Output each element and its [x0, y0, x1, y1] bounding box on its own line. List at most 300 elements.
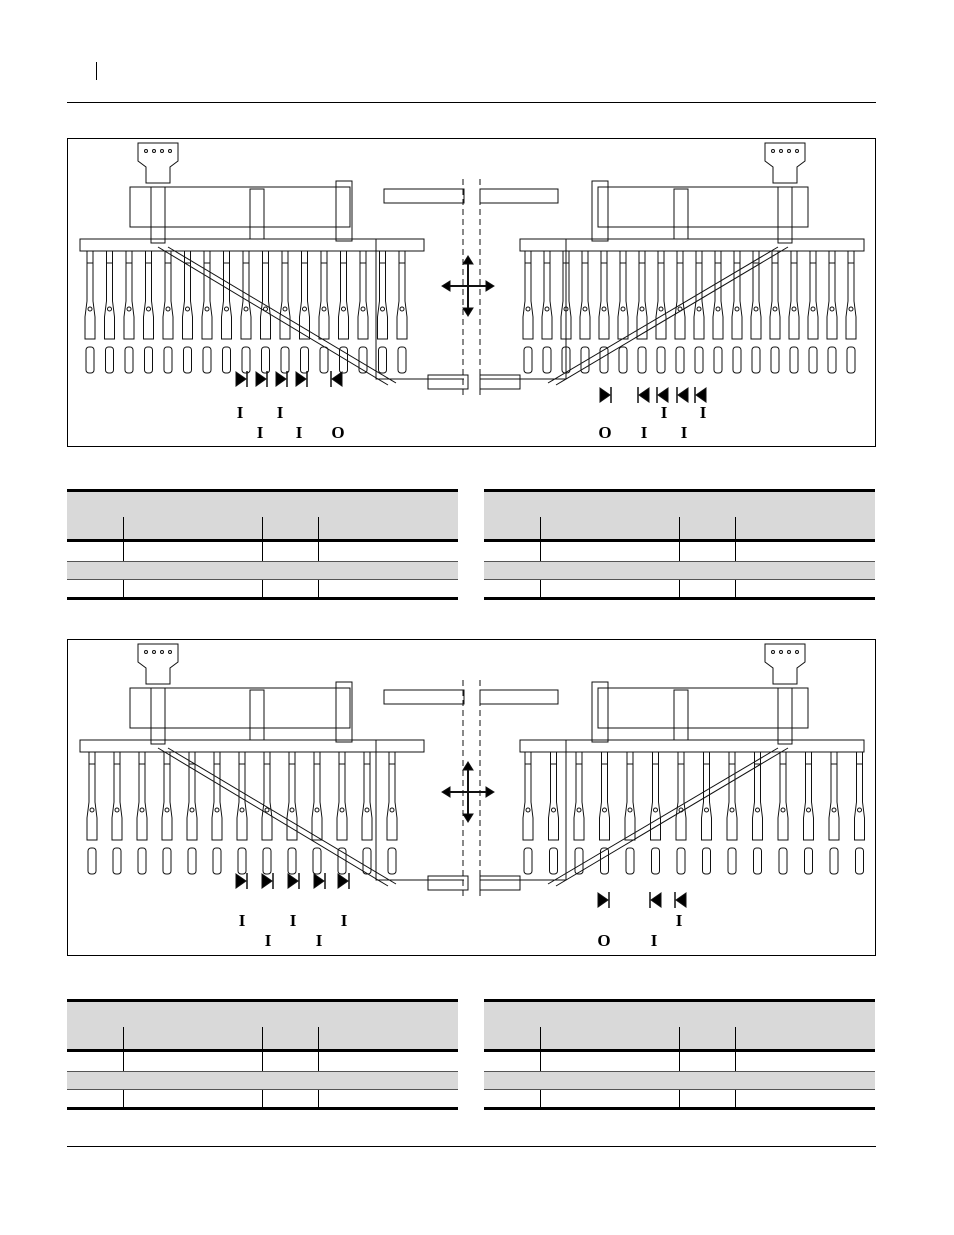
- shank-direction-arrow-right: [598, 893, 608, 907]
- shank-clamp: [810, 251, 816, 263]
- shank: [339, 263, 349, 339]
- shank: [713, 263, 723, 339]
- shank: [162, 764, 172, 840]
- shank-point: [223, 347, 231, 373]
- bolt: [169, 651, 172, 654]
- shank-point: [262, 347, 270, 373]
- shank-clamp: [139, 752, 145, 764]
- shank-pivot: [90, 808, 94, 812]
- shank-point: [164, 347, 172, 373]
- arrow-head-up: [463, 762, 473, 770]
- shank-point: [238, 848, 246, 874]
- hitch-post: [778, 688, 792, 744]
- frame-member: [674, 690, 688, 740]
- shank-pivot: [340, 808, 344, 812]
- shank-direction-arrow-left: [332, 372, 342, 386]
- shank: [312, 764, 322, 840]
- shank-clamp: [399, 251, 405, 263]
- hitch-post: [778, 187, 792, 243]
- shank-pivot: [659, 307, 663, 311]
- frame-member: [674, 189, 688, 239]
- toolbar-left: [80, 740, 424, 752]
- bolt: [772, 651, 775, 654]
- shank-pivot: [322, 307, 326, 311]
- shank: [827, 263, 837, 339]
- shank-point: [86, 347, 94, 373]
- table-row: [67, 1054, 458, 1072]
- inside-outside-label: I: [264, 931, 272, 950]
- bolt: [796, 150, 799, 153]
- shank-clamp: [341, 251, 347, 263]
- arrow-head-right: [486, 787, 494, 797]
- shank-point: [790, 347, 798, 373]
- shank-pivot: [265, 808, 269, 812]
- shank-point: [188, 848, 196, 874]
- shank-clamp: [639, 251, 645, 263]
- shank-pivot: [190, 808, 194, 812]
- shank-point: [88, 848, 96, 874]
- shank: [222, 263, 232, 339]
- table-row: [484, 562, 875, 580]
- shank: [163, 263, 173, 339]
- main-frame-right: [598, 187, 808, 227]
- shank-pivot: [225, 307, 229, 311]
- shank-pivot: [792, 307, 796, 311]
- shank-clamp: [282, 251, 288, 263]
- shank-pivot: [735, 307, 739, 311]
- shank: [241, 263, 251, 339]
- shank-point: [138, 848, 146, 874]
- bolt: [161, 651, 164, 654]
- shank-direction-arrow-right: [256, 372, 266, 386]
- hitch-post: [151, 688, 165, 744]
- shank: [855, 764, 865, 840]
- shank-pivot: [365, 808, 369, 812]
- shank-clamp: [831, 752, 837, 764]
- inside-outside-label: I: [236, 403, 244, 422]
- shank-point: [626, 848, 634, 874]
- shank-point: [398, 347, 406, 373]
- table-row: [484, 1072, 875, 1090]
- hitch-plate: [765, 644, 805, 684]
- hitch-clevis: [428, 375, 468, 389]
- shank-point: [638, 347, 646, 373]
- shank-pivot: [849, 307, 853, 311]
- shank-clamp: [829, 251, 835, 263]
- shank-direction-arrow-left: [639, 388, 649, 402]
- inside-outside-label: I: [640, 423, 648, 442]
- shank: [85, 263, 95, 339]
- shank-clamp: [380, 251, 386, 263]
- shank-clamp: [302, 251, 308, 263]
- shank-clamp: [734, 251, 740, 263]
- shank-point: [163, 848, 171, 874]
- table-row: [67, 580, 458, 598]
- shank-point: [728, 848, 736, 874]
- toolbar-right: [520, 239, 864, 251]
- shank: [319, 263, 329, 339]
- shank-point: [714, 347, 722, 373]
- shank: [804, 764, 814, 840]
- shank: [580, 263, 590, 339]
- shank: [387, 764, 397, 840]
- inside-outside-label: I: [295, 423, 303, 442]
- hitch-post: [151, 187, 165, 243]
- shank-pivot: [583, 307, 587, 311]
- tongue-upper-left: [384, 690, 464, 704]
- tongue-rail: [480, 740, 566, 880]
- hitch-plate: [138, 143, 178, 183]
- shank-point: [203, 347, 211, 373]
- shank-pivot: [165, 808, 169, 812]
- shank-direction-arrow-right: [236, 874, 246, 888]
- shank-pivot: [832, 808, 836, 812]
- shank-pivot: [730, 808, 734, 812]
- hitch-plate: [765, 143, 805, 183]
- shank-direction-arrow-right: [236, 372, 246, 386]
- shank-direction-arrow-right: [296, 372, 306, 386]
- shank: [574, 764, 584, 840]
- shank-pivot: [756, 808, 760, 812]
- inside-outside-label: I: [238, 911, 246, 930]
- table-row: [484, 544, 875, 562]
- header-tick: [96, 62, 97, 80]
- shank-clamp: [525, 251, 531, 263]
- shank-pivot: [108, 307, 112, 311]
- hitch-plate: [138, 644, 178, 684]
- shank-pivot: [186, 307, 190, 311]
- shank-clamp: [114, 752, 120, 764]
- shank-clamp: [525, 752, 531, 764]
- shank-clamp: [857, 752, 863, 764]
- shank-pivot: [215, 808, 219, 812]
- shank: [202, 263, 212, 339]
- shank-pivot: [811, 307, 815, 311]
- shank: [625, 764, 635, 840]
- shank-pivot: [166, 307, 170, 311]
- shank-point: [213, 848, 221, 874]
- shank-pivot: [526, 808, 530, 812]
- frame-member: [250, 189, 264, 239]
- shank-point: [125, 347, 133, 373]
- shank-point: [657, 347, 665, 373]
- shank-pivot: [654, 808, 658, 812]
- shank-clamp: [289, 752, 295, 764]
- shank-clamp: [364, 752, 370, 764]
- shank-pivot: [830, 307, 834, 311]
- shank-pivot: [88, 307, 92, 311]
- shank-clamp: [146, 251, 152, 263]
- toolbar-left: [80, 239, 424, 251]
- shank-point: [752, 347, 760, 373]
- inside-outside-label: O: [598, 423, 612, 442]
- table-bottom-left: [67, 999, 458, 1109]
- shank-clamp: [780, 752, 786, 764]
- shank: [144, 263, 154, 339]
- shank-clamp: [704, 752, 710, 764]
- toolbar-right: [520, 740, 864, 752]
- tongue-rail: [480, 239, 566, 379]
- shank-clamp: [224, 251, 230, 263]
- shank: [523, 764, 533, 840]
- hitch-clevis: [480, 375, 520, 389]
- shank-clamp: [677, 251, 683, 263]
- shank: [87, 764, 97, 840]
- table-row: [67, 562, 458, 580]
- bolt: [145, 150, 148, 153]
- shank-point: [733, 347, 741, 373]
- shank-clamp: [87, 251, 93, 263]
- shank-point: [619, 347, 627, 373]
- drawing-top: [68, 139, 875, 446]
- shank-pivot: [602, 307, 606, 311]
- bolt: [796, 651, 799, 654]
- shank-clamp: [653, 752, 659, 764]
- shank-point: [301, 347, 309, 373]
- shank-clamp: [601, 251, 607, 263]
- shank: [600, 764, 610, 840]
- footer-rule: [67, 1146, 876, 1147]
- inside-outside-label: I: [675, 911, 683, 930]
- shank-pivot: [342, 307, 346, 311]
- shank-pivot: [290, 808, 294, 812]
- inside-outside-label: O: [331, 423, 345, 442]
- shank-pivot: [400, 307, 404, 311]
- shank-pivot: [315, 808, 319, 812]
- table-top-right: [484, 489, 875, 599]
- shank-clamp: [806, 752, 812, 764]
- shank-clamp: [264, 752, 270, 764]
- shank-point: [847, 347, 855, 373]
- shank: [212, 764, 222, 840]
- shank-point: [830, 848, 838, 874]
- shank: [732, 263, 742, 339]
- shank-direction-arrow-right: [338, 874, 348, 888]
- shank-pivot: [283, 307, 287, 311]
- shank: [397, 263, 407, 339]
- shank-pivot: [244, 307, 248, 311]
- table-row: [484, 1054, 875, 1072]
- shank-pivot: [807, 808, 811, 812]
- inside-outside-label: I: [699, 403, 707, 422]
- shank: [300, 263, 310, 339]
- inside-outside-label: I: [660, 403, 668, 422]
- inside-outside-label: I: [256, 423, 264, 442]
- shank: [753, 764, 763, 840]
- shank-pivot: [697, 307, 701, 311]
- shank-pivot: [361, 307, 365, 311]
- shank-pivot: [205, 307, 209, 311]
- shank-pivot: [577, 808, 581, 812]
- arrow-head-down: [463, 814, 473, 822]
- table-bottom-right: [484, 999, 875, 1109]
- shank-clamp: [389, 752, 395, 764]
- tongue-upper-right: [480, 690, 558, 704]
- shank-point: [288, 848, 296, 874]
- shank-point: [524, 347, 532, 373]
- shank-clamp: [620, 251, 626, 263]
- shank-clamp: [696, 251, 702, 263]
- main-frame-left: [130, 688, 350, 728]
- shank-direction-arrow-right: [314, 874, 324, 888]
- shank-clamp: [772, 251, 778, 263]
- bolt: [788, 150, 791, 153]
- shank-point: [828, 347, 836, 373]
- arrow-head-left: [442, 281, 450, 291]
- bolt: [788, 651, 791, 654]
- shank-pivot: [628, 808, 632, 812]
- shank: [808, 263, 818, 339]
- shank-point: [676, 347, 684, 373]
- shank: [112, 764, 122, 840]
- shank-clamp: [755, 752, 761, 764]
- shank-clamp: [678, 752, 684, 764]
- shank: [523, 263, 533, 339]
- shank-point: [809, 347, 817, 373]
- shank-pivot: [264, 307, 268, 311]
- shank-pivot: [390, 808, 394, 812]
- shank-point: [805, 848, 813, 874]
- shank-point: [313, 848, 321, 874]
- shank: [549, 764, 559, 840]
- shank-pivot: [773, 307, 777, 311]
- shank-pivot: [303, 307, 307, 311]
- shank-point: [543, 347, 551, 373]
- shank: [789, 263, 799, 339]
- shank-clamp: [360, 251, 366, 263]
- shank-clamp: [214, 752, 220, 764]
- arrow-head-up: [463, 256, 473, 264]
- shank-clamp: [715, 251, 721, 263]
- shank-point: [184, 347, 192, 373]
- shank-point: [263, 848, 271, 874]
- bolt: [161, 150, 164, 153]
- shank: [656, 263, 666, 339]
- shank-direction-arrow-right: [288, 874, 298, 888]
- bolt: [153, 150, 156, 153]
- hitch-clevis: [428, 876, 468, 890]
- wing-tower: [592, 181, 608, 241]
- shank-point: [320, 347, 328, 373]
- main-frame-right: [598, 688, 808, 728]
- shank-point: [703, 848, 711, 874]
- shank: [183, 263, 193, 339]
- frame-member: [250, 690, 264, 740]
- hitch-clevis: [480, 876, 520, 890]
- shank: [702, 764, 712, 840]
- shank-point: [106, 347, 114, 373]
- inside-outside-label: O: [597, 931, 611, 950]
- shank-pivot: [140, 808, 144, 812]
- shank: [280, 263, 290, 339]
- shank: [237, 764, 247, 840]
- shank: [124, 263, 134, 339]
- bolt: [169, 150, 172, 153]
- shank-clamp: [126, 251, 132, 263]
- arrow-head-right: [486, 281, 494, 291]
- shank-pivot: [381, 307, 385, 311]
- shank-point: [145, 347, 153, 373]
- shank: [542, 263, 552, 339]
- table-row: [484, 1090, 875, 1108]
- shank-clamp: [729, 752, 735, 764]
- shank: [846, 263, 856, 339]
- shank: [770, 263, 780, 339]
- wing-tower: [592, 682, 608, 742]
- shank-clamp: [107, 251, 113, 263]
- shank: [362, 764, 372, 840]
- shank-pivot: [526, 307, 530, 311]
- shank-pivot: [240, 808, 244, 812]
- shank: [694, 263, 704, 339]
- shank-clamp: [582, 251, 588, 263]
- shank-pivot: [147, 307, 151, 311]
- shank: [137, 764, 147, 840]
- shank-clamp: [551, 752, 557, 764]
- shank-clamp: [627, 752, 633, 764]
- shank-point: [856, 848, 864, 874]
- diagonal-brace: [158, 748, 388, 886]
- shank-clamp: [544, 251, 550, 263]
- inside-outside-label: I: [276, 403, 284, 422]
- shank-point: [281, 347, 289, 373]
- shank-pivot: [716, 307, 720, 311]
- shank-point: [779, 848, 787, 874]
- shank-point: [524, 848, 532, 874]
- table-top-left: [67, 489, 458, 599]
- shank-pivot: [858, 808, 862, 812]
- shank-point: [652, 848, 660, 874]
- table-row: [67, 1090, 458, 1108]
- table-row: [484, 580, 875, 598]
- shank-direction-arrow-right: [276, 372, 286, 386]
- shank-pivot: [603, 808, 607, 812]
- shank-point: [550, 848, 558, 874]
- shank-direction-arrow-left: [651, 893, 661, 907]
- shank-pivot: [552, 808, 556, 812]
- shank-point: [771, 347, 779, 373]
- shank-clamp: [204, 251, 210, 263]
- shank: [829, 764, 839, 840]
- shank-pivot: [705, 808, 709, 812]
- shank-clamp: [339, 752, 345, 764]
- shank-point: [363, 848, 371, 874]
- shank: [599, 263, 609, 339]
- shank-clamp: [321, 251, 327, 263]
- shank: [358, 263, 368, 339]
- shank: [751, 263, 761, 339]
- arrow-head-left: [442, 787, 450, 797]
- shank-point: [600, 347, 608, 373]
- shank: [778, 764, 788, 840]
- shank-clamp: [848, 251, 854, 263]
- shank-point: [242, 347, 250, 373]
- main-frame-left: [130, 187, 350, 227]
- arrow-head-down: [463, 308, 473, 316]
- shank-clamp: [658, 251, 664, 263]
- shank-point: [113, 848, 121, 874]
- shank-point: [754, 848, 762, 874]
- shank: [337, 764, 347, 840]
- shank-clamp: [263, 251, 269, 263]
- shank-pivot: [127, 307, 131, 311]
- shank-clamp: [314, 752, 320, 764]
- table-row: [67, 1072, 458, 1090]
- shank: [105, 263, 115, 339]
- inside-outside-label: I: [340, 911, 348, 930]
- tongue-upper-left: [384, 189, 464, 203]
- tongue-upper-right: [480, 189, 558, 203]
